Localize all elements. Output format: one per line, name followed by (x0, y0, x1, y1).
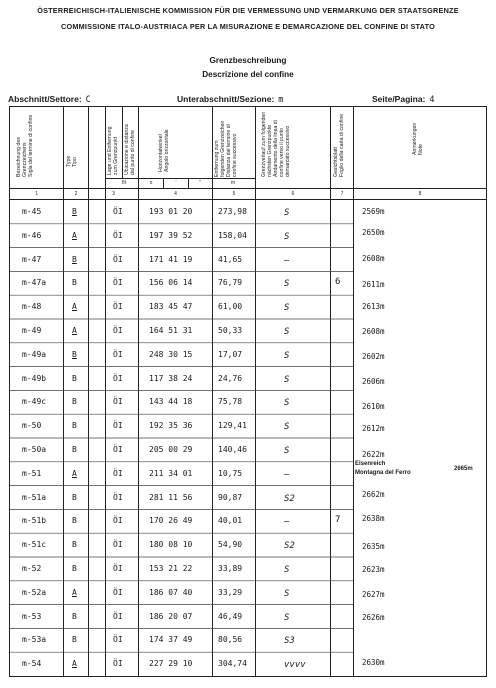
distance-next: 33,29 (218, 587, 243, 597)
peak-altitude: 2665m (454, 466, 473, 472)
altitude-note: 2650m (362, 228, 385, 237)
altitude-note: 2611m (362, 280, 385, 289)
distance-next: 17,07 (218, 349, 243, 359)
marker-id: m-47 (22, 254, 42, 264)
col-number-4: 4 (174, 191, 177, 197)
altitude-note: 2662m (362, 490, 385, 499)
horizontal-angle: 227 29 10 (149, 659, 193, 669)
distance-next: 41,65 (218, 254, 243, 264)
subsection-value: m (278, 95, 284, 105)
marker-location: ÖI (113, 206, 123, 216)
page-label: Seite/Pagina: (372, 94, 426, 104)
altitude-note: 2608m (362, 327, 385, 336)
distance-next: 273,98 (218, 206, 247, 216)
horizontal-angle: 186 07 40 (149, 587, 193, 597)
altitude-note: 2612m (362, 424, 385, 433)
marker-id: m-49a (22, 349, 47, 359)
marker-type: B (72, 278, 77, 288)
peak-name-it: Montagna del Ferro (355, 470, 411, 476)
col-number-8: 8 (418, 191, 422, 197)
doc-title-it: Descrizione del confine (202, 70, 294, 79)
distance-next: 24,76 (218, 373, 243, 383)
col-number-7: 7 (340, 191, 344, 197)
horizontal-angle: 143 44 18 (149, 397, 193, 407)
boundary-course-symbol: S2 (284, 541, 295, 552)
marker-type: B (72, 254, 77, 264)
altitude-note: 2627m (362, 590, 385, 599)
distance-next: 80,56 (218, 635, 243, 645)
marker-type: B (72, 206, 77, 216)
col3-header-de: Lage und Entfernung zum Grenzpunkt (107, 126, 119, 175)
marker-type: B (72, 397, 77, 407)
col3-header-it: Ubicazione e distanza dal punto di confine (124, 124, 136, 175)
marker-type: B (72, 421, 77, 431)
altitude-note: 2602m (362, 352, 385, 361)
altitude-note: 2630m (362, 658, 385, 667)
marker-location: ÖI (113, 635, 123, 645)
marker-type: A (72, 230, 77, 240)
distance-next: 76,79 (218, 278, 243, 288)
boundary-course-symbol: S (284, 350, 290, 361)
marker-id: m-51a (22, 492, 47, 502)
boundary-course-symbol: S (284, 588, 290, 599)
commission-title-it: COMMISSIONE ITALO-AUSTRIACA PER LA MISURAZIONE E DEMARCAZIONE DEL CONFINE DI STATO (61, 22, 435, 31)
horizontal-angle: 164 51 31 (149, 325, 193, 335)
marker-id: m-51b (22, 516, 47, 526)
altitude-note: 2613m (362, 302, 385, 311)
marker-type: B (72, 492, 77, 502)
unit-deg: o (149, 180, 153, 186)
marker-id: m-52 (22, 563, 42, 573)
marker-location: ÖI (113, 397, 123, 407)
marker-location: ÖI (113, 302, 123, 312)
marker-type: A (72, 302, 77, 312)
distance-next: 50,33 (218, 325, 243, 335)
altitude-note: 2638m (362, 514, 385, 523)
col1-header: Bezeichnung des Grenzzeichens Sigla del termine di confine (16, 114, 34, 177)
sheet-number-b: 7 (335, 515, 341, 525)
distance-next: 140,46 (218, 444, 247, 454)
marker-type: A (72, 587, 77, 597)
marker-id: m-46 (22, 230, 42, 240)
boundary-course-symbol: S (284, 398, 290, 409)
horizontal-angle: 197 39 52 (149, 230, 193, 240)
distance-next: 40,01 (218, 516, 243, 526)
section-label: Abschnitt/Settore: (8, 94, 82, 104)
altitude-note: 2626m (362, 613, 385, 622)
marker-location: ÖI (113, 492, 123, 502)
horizontal-angle: 153 21 22 (149, 563, 193, 573)
marker-location: ÖI (113, 611, 123, 621)
horizontal-angle: 186 20 07 (149, 611, 193, 621)
boundary-course-symbol: S (284, 445, 290, 456)
marker-location: ÖI (113, 421, 123, 431)
marker-id: m-51c (22, 540, 47, 550)
horizontal-angle: 183 45 47 (149, 302, 193, 312)
subsection-label: Unterabschnitt/Sezione: (177, 94, 275, 104)
marker-id: m-53a (22, 635, 47, 645)
boundary-course-symbol: S (284, 303, 290, 314)
altitude-note: 2622m (362, 450, 385, 459)
horizontal-angle: 156 06 14 (149, 278, 193, 288)
boundary-course-symbol: S (284, 231, 290, 242)
marker-location: ÖI (113, 254, 123, 264)
marker-location: ÖI (113, 349, 123, 359)
distance-next: 33,89 (218, 563, 243, 573)
col-number-1: 1 (35, 191, 38, 197)
marker-id: m-51 (22, 468, 42, 478)
col-number-6: 6 (291, 191, 295, 197)
unit-col3: m (121, 180, 127, 186)
distance-next: 61,00 (218, 302, 243, 312)
boundary-course-symbol: S (284, 279, 290, 290)
altitude-note: 2610m (362, 402, 385, 411)
boundary-course-symbol: S (284, 207, 290, 218)
marker-type: A (72, 468, 77, 478)
marker-id: m-50 (22, 421, 42, 431)
commission-title-de: ÖSTERREICHISCH-ITALIENISCHE KOMMISSION FÜR DIE VERMESSUNG UND VERMARKUNG DER STAATSGRENZE (37, 6, 459, 15)
horizontal-angle: 248 30 15 (149, 349, 193, 359)
distance-next: 158,04 (218, 230, 247, 240)
boundary-course-symbol: — (284, 255, 290, 266)
altitude-note: 2569m (362, 207, 385, 216)
page-value: 4 (429, 95, 435, 105)
col-number-2: 2 (74, 191, 78, 197)
boundary-course-symbol: — (284, 517, 290, 528)
horizontal-angle: 171 41 19 (149, 254, 193, 264)
distance-next: 75,78 (218, 397, 243, 407)
marker-type: A (72, 659, 77, 669)
col8-header: Anmerkungen Note (412, 122, 424, 155)
marker-id: m-45 (22, 206, 42, 216)
unit-min: ' (175, 180, 177, 186)
marker-type: B (72, 516, 77, 526)
col2-header: Type Tipo (66, 155, 78, 167)
marker-location: ÖI (113, 659, 123, 669)
horizontal-angle: 180 08 10 (149, 540, 193, 550)
horizontal-angle: 174 37 49 (149, 635, 193, 645)
col6-header: Grenzverlauf zum folgenden nächsten Grenzpunkte Andamento della linea di confine verso il punto demarcato successivo (261, 111, 291, 177)
boundary-course-symbol: — (284, 469, 290, 480)
marker-location: ÖI (113, 230, 123, 240)
unit-sec: " (199, 180, 201, 186)
marker-id: m-48 (22, 302, 42, 312)
marker-id: m-49 (22, 325, 42, 335)
marker-id: m-50a (22, 444, 47, 454)
altitude-note: 2635m (362, 542, 385, 551)
altitude-note: 2606m (362, 377, 385, 386)
horizontal-angle: 205 00 29 (149, 444, 193, 454)
distance-next: 304,74 (218, 659, 247, 669)
col-number-3: 3 (112, 191, 115, 197)
marker-id: m-52a (22, 587, 47, 597)
horizontal-angle: 211 34 01 (149, 468, 193, 478)
horizontal-angle: 170 26 49 (149, 516, 193, 526)
boundary-course-symbol: S2 (284, 493, 295, 504)
horizontal-angle: 281 11 56 (149, 492, 193, 502)
marker-id: m-53 (22, 611, 42, 621)
marker-location: ÖI (113, 540, 123, 550)
distance-next: 129,41 (218, 421, 247, 431)
doc-title-de: Grenzbeschreibung (209, 56, 287, 65)
marker-type: B (72, 540, 77, 550)
horizontal-angle: 193 01 20 (149, 206, 193, 216)
marker-type: A (72, 325, 77, 335)
marker-location: ÖI (113, 325, 123, 335)
sheet-number-a: 6 (335, 277, 341, 287)
distance-next: 10,75 (218, 468, 243, 478)
marker-type: B (72, 373, 77, 383)
col5-header: Entfernung zum folgenden Grenzzeichen Distanza dal termine di confine successivo (214, 120, 238, 177)
boundary-course-symbol: S (284, 374, 290, 385)
col7-header: Gesichtsblatt Foglio della carta di confine (333, 113, 345, 177)
distance-next: 54,90 (218, 540, 243, 550)
marker-type: B (72, 611, 77, 621)
col4-header: Horizontalwinkel Angolo orizzontale (158, 129, 170, 172)
altitude-note: 2623m (362, 565, 385, 574)
boundary-course-symbol: S3 (284, 636, 295, 647)
marker-id: m-49b (22, 373, 47, 383)
distance-next: 90,87 (218, 492, 243, 502)
marker-location: ÖI (113, 444, 123, 454)
boundary-course-symbol: vvvv (284, 660, 306, 671)
marker-location: ÖI (113, 373, 123, 383)
boundary-course-symbol: S (284, 422, 290, 433)
boundary-course-symbol: S (284, 612, 290, 623)
altitude-note: 2608m (362, 254, 385, 263)
marker-type: B (72, 563, 77, 573)
distance-next: 46,49 (218, 611, 243, 621)
horizontal-angle: 117 38 24 (149, 373, 193, 383)
marker-id: m-47a (22, 278, 47, 288)
marker-id: m-54 (22, 659, 42, 669)
marker-location: ÖI (113, 563, 123, 573)
marker-type: B (72, 635, 77, 645)
marker-location: ÖI (113, 516, 123, 526)
boundary-course-symbol: S (284, 326, 290, 337)
marker-id: m-49c (22, 397, 47, 407)
marker-location: ÖI (113, 278, 123, 288)
marker-location: ÖI (113, 468, 123, 478)
marker-type: B (72, 444, 77, 454)
boundary-course-symbol: S (284, 564, 290, 575)
unit-col5: m (230, 180, 236, 186)
marker-location: ÖI (113, 587, 123, 597)
peak-name-de: Eisenreich (355, 461, 386, 467)
col-number-5: 5 (232, 191, 236, 197)
horizontal-angle: 192 35 36 (149, 421, 193, 431)
section-value: C (85, 95, 91, 105)
marker-type: B (72, 349, 77, 359)
